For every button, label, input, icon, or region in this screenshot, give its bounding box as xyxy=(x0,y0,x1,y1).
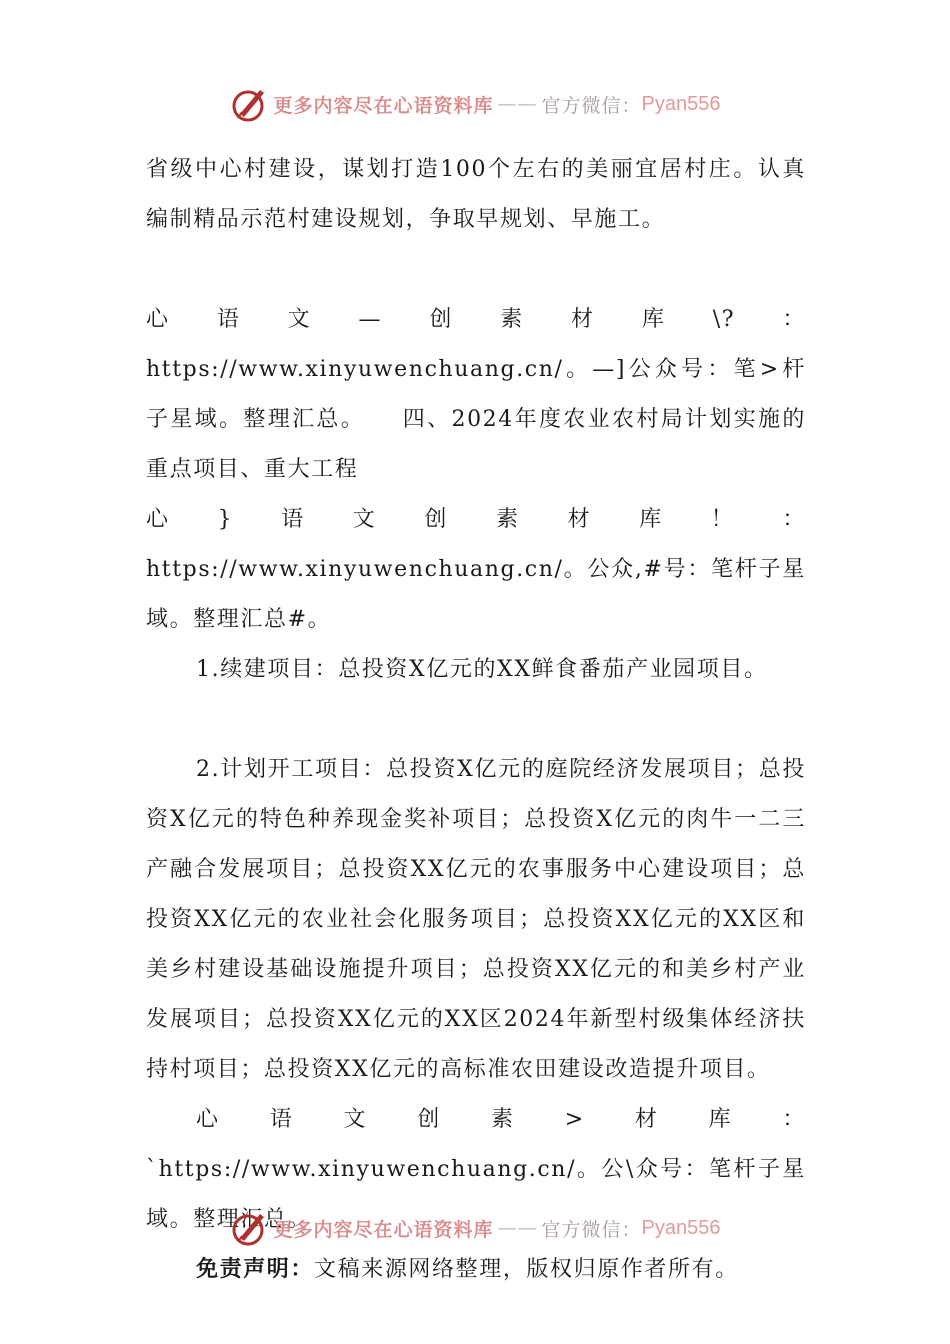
banner-title: 更多内容尽在心语资料库 xyxy=(273,1218,494,1241)
paragraph: 心}语文创素材库！：https://www.xinyuwenchuang.cn/。公众,#号：笔杆子星域。整理汇总#。 xyxy=(146,507,806,632)
paragraph: 1.续建项目：总投资X亿元的XX鲜食番茄产业园项目。 xyxy=(196,657,768,682)
disclaimer-text: 文稿来源网络整理，版权归原作者所有。 xyxy=(314,1257,739,1282)
header-banner xyxy=(0,82,950,126)
paragraph: 省级中心村建设，谋划打造100个左右的美丽宜居村庄。认真编制精品示范村建设规划，争取早规划、早施工。 xyxy=(146,157,806,232)
paragraph: 心语文创素>材库：`https://www.xinyuwenchuang.cn/。公\众号：笔杆子星域。整理汇总。 xyxy=(146,1107,806,1232)
banner-wechat-id: Pyan556 xyxy=(641,92,721,115)
banner-wechat-id: Pyan556 xyxy=(641,1216,721,1239)
banner-separator: —— xyxy=(497,1217,538,1239)
disclaimer xyxy=(146,1245,806,1295)
banner-wechat-label: 官方微信： xyxy=(541,1218,642,1241)
banner-title: 更多内容尽在心语资料库 xyxy=(273,94,494,117)
disclaimer-label: 免责声明： xyxy=(196,1257,315,1282)
document-body xyxy=(146,145,806,1295)
banner-separator: —— xyxy=(497,93,538,115)
quill-pen-logo-icon xyxy=(230,84,270,124)
paragraph: 心语文—创素材库\?：https://www.xinyuwenchuang.cn/。—]公众号：笔>杆子星域。整理汇总。 四、2024年度农业农村局计划实施的重点项目、重大工程 xyxy=(146,307,806,482)
footer-banner xyxy=(0,1206,950,1250)
paragraph: 2.计划开工项目：总投资X亿元的庭院经济发展项目；总投资X亿元的特色种养现金奖补项目；总投资X亿元的肉牛一二三产融合发展项目；总投资XX亿元的农事服务中心建设项目；总投资XX亿元的农业社会化服务项目；总投资XX亿元的XX区和美乡村建设基础设施提升项目；总投资XX亿元的和美乡村产业发展项目；总投资XX亿元的XX区2024年新型村级集体经济扶持村项目；总投资XX亿元的高标准农田建设改造提升项目。 xyxy=(146,757,806,1082)
quill-pen-logo-icon xyxy=(230,1208,270,1248)
banner-wechat-label: 官方微信： xyxy=(541,94,642,117)
